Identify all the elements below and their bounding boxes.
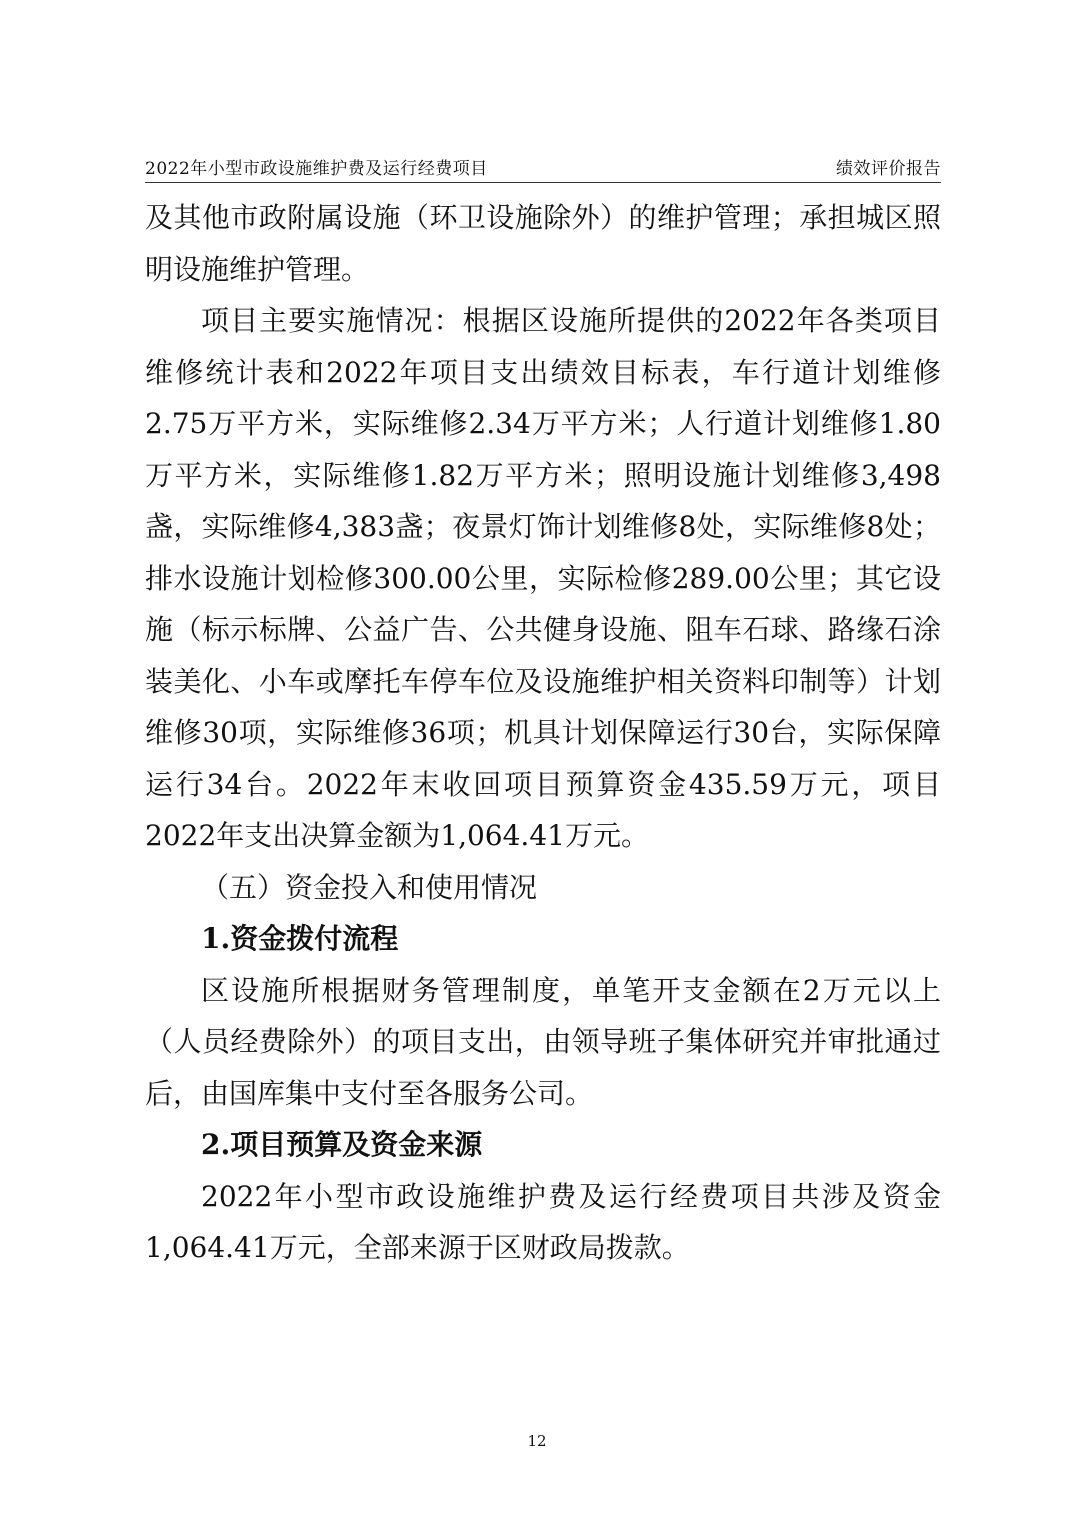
paragraph-implementation: 项目主要实施情况：根据区设施所提供的2022年各类项目维修统计表和2022年项目支出绩效目标表，车行道计划维修2.75万平方米，实际维修2.34万平方米；人行道计划维修1.80万平方米，实际维修1.82万平方米；照明设施计划维修3,498盏，实际维修4,383盏；夜景灯饰计划维修8处，实际维修8处；排水设施计划检修300.00公里，实际检修289.00公里；其它设施（标示标牌、公益广告、公共健身设施、阻车石球、路缘石涂装美化、小车或摩托车停车位及设施维护相关资料印制等）计划维修30项，实际维修36项；机具计划保障运行30台，实际保障运行34台。2022年末收回项目预算资金435.59万元，项目2022年支出决算金额为1,064.41万元。: [145, 304, 941, 852]
header-report-type: 绩效评价报告: [836, 158, 941, 179]
subheading-budget-source: 2.项目预算及资金来源: [201, 1128, 483, 1161]
page-number: 12: [527, 1432, 547, 1450]
paragraph-continued: 及其他市政附属设施（环卫设施除外）的维护管理；承担城区照明设施维护管理。: [145, 201, 941, 286]
paragraph-disbursement: 区设施所根据财务管理制度，单笔开支金额在2万元以上（人员经费除外）的项目支出，由领导班子集体研究并审批通过后，由国库集中支付至各服务公司。: [145, 973, 941, 1110]
header-project-title: 2022年小型市政设施维护费及运行经费项目: [145, 158, 488, 179]
paragraph-budget-source: 2022年小型市政设施维护费及运行经费项目共涉及资金1,064.41万元，全部来源于区财政局拨款。: [145, 1179, 941, 1264]
subheading-fund-disbursement: 1.资金拨付流程: [201, 922, 399, 955]
document-body: [145, 192, 941, 1274]
page-header: [145, 150, 941, 183]
section-heading-funding: （五）资金投入和使用情况: [201, 870, 538, 904]
